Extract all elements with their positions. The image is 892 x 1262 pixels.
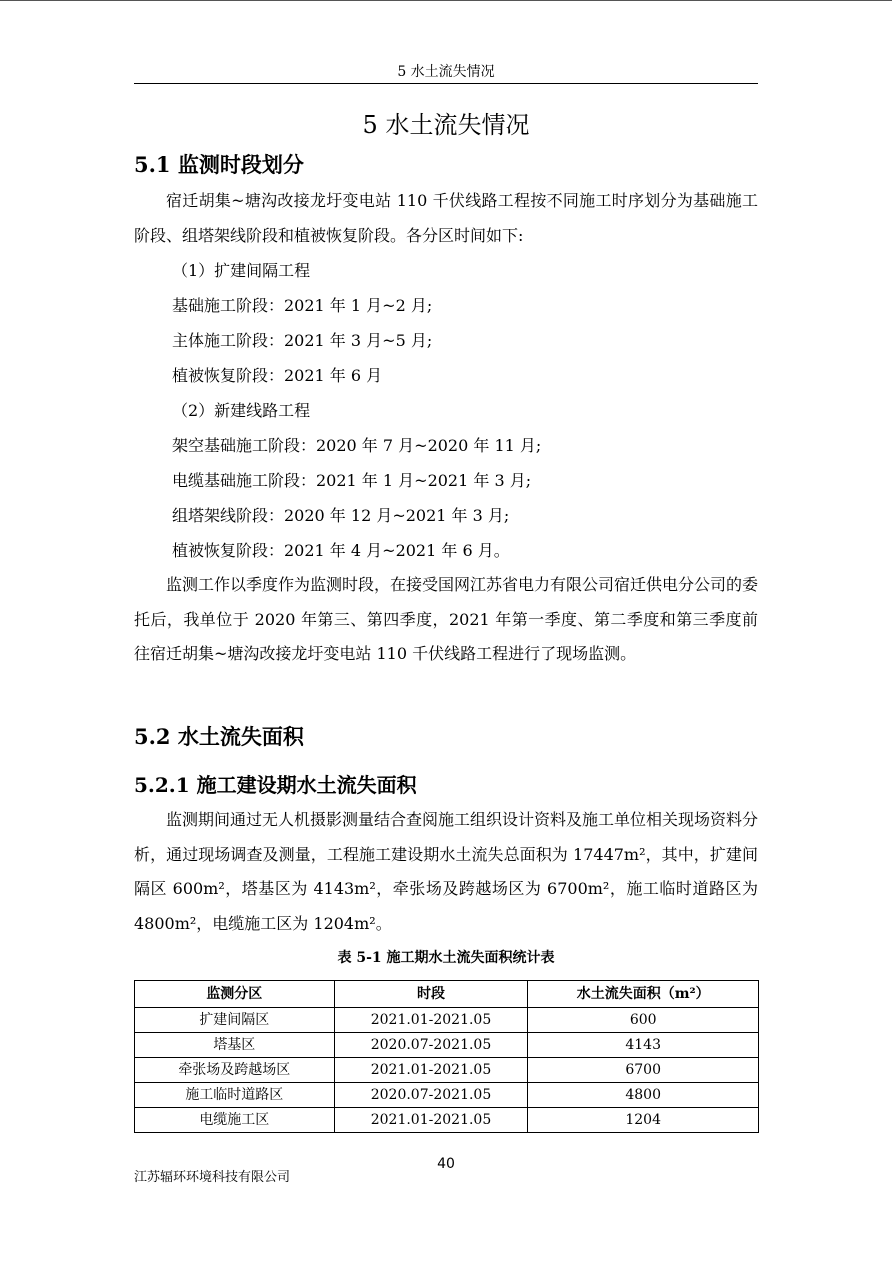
table-header-row [135,981,759,1008]
period-line: 植被恢复阶段：2021 年 4 月~2021 年 6 月。 [172,541,510,560]
cell-area: 6700 [528,1058,759,1083]
col-header-area: 水土流失面积（m²） [528,981,759,1008]
cell-zone: 施工临时道路区 [135,1083,335,1108]
period-line: 架空基础施工阶段：2020 年 7 月~2020 年 11 月; [172,436,542,455]
col-header-period: 时段 [334,981,528,1008]
section-5-1-intro: 宿迁胡集~塘沟改接龙圩变电站 110 千伏线路工程按不同施工时序划分为基础施工阶段、组塔架线阶段和植被恢复阶段。各分区时间如下: [134,191,758,245]
monitoring-paragraph: 监测工作以季度作为监测时段，在接受国网江苏省电力有限公司宿迁供电分公司的委托后，我单位于 2020 年第三、第四季度，2021 年第一季度、第二季度和第三季度前往宿迁胡集~塘沟改接龙圩变电站 110 千伏线路工程进行了现场监测。 [134,575,759,664]
area-table [134,980,759,1133]
header-rule [134,83,758,84]
period-line: 基础施工阶段：2021 年 1 月~2 月; [172,296,433,315]
period-line: （1）扩建间隔工程 [172,261,311,280]
cell-period: 2021.01-2021.05 [334,1008,528,1033]
cell-period: 2020.07-2021.05 [334,1033,528,1058]
area-paragraph: 监测期间通过无人机摄影测量结合查阅施工组织设计资料及施工单位相关现场资料分析，通过现场调查及测量，工程施工建设期水土流失总面积为 17447m²，其中，扩建间隔区 600m²，塔基区为 4143m²，牵张场及跨越场区为 6700m²，施工临时道路区为 4800m²，电缆施工区为 1204m²。 [134,810,759,933]
cell-zone: 牵张场及跨越场区 [135,1058,335,1083]
table-row [135,1108,759,1133]
col-header-zone: 监测分区 [135,981,335,1008]
cell-zone: 扩建间隔区 [135,1008,335,1033]
cell-zone: 塔基区 [135,1033,335,1058]
cell-area: 4800 [528,1083,759,1108]
cell-area: 4143 [528,1033,759,1058]
section-5-2-1-heading: 5.2.1 施工建设期水土流失面积 [134,773,417,797]
cell-zone: 电缆施工区 [135,1108,335,1133]
section-5-1-heading: 5.1 监测时段划分 [134,152,304,177]
period-line: （2）新建线路工程 [172,401,311,420]
footer-company: 江苏辐环环境科技有限公司 [134,1170,291,1185]
period-line: 组塔架线阶段：2020 年 12 月~2021 年 3 月; [172,506,510,525]
period-line: 植被恢复阶段：2021 年 6 月 [172,366,383,385]
chapter-title: 5 水土流失情况 [362,111,530,139]
period-line: 主体施工阶段：2021 年 3 月~5 月; [172,331,433,350]
table-row [135,1083,759,1108]
period-line: 电缆基础施工阶段：2021 年 1 月~2021 年 3 月; [172,471,532,490]
cell-period: 2021.01-2021.05 [334,1058,528,1083]
section-5-2-heading: 5.2 水土流失面积 [134,724,304,749]
table-row [135,1033,759,1058]
table-caption: 表 5-1 施工期水土流失面积统计表 [337,950,555,966]
cell-period: 2021.01-2021.05 [334,1108,528,1133]
running-header: 5 水土流失情况 [397,64,495,80]
page-number: 40 [437,1156,455,1172]
cell-area: 600 [528,1008,759,1033]
page-top-border [0,0,892,1]
cell-period: 2020.07-2021.05 [334,1083,528,1108]
table-row [135,1058,759,1083]
cell-area: 1204 [528,1108,759,1133]
table-row [135,1008,759,1033]
